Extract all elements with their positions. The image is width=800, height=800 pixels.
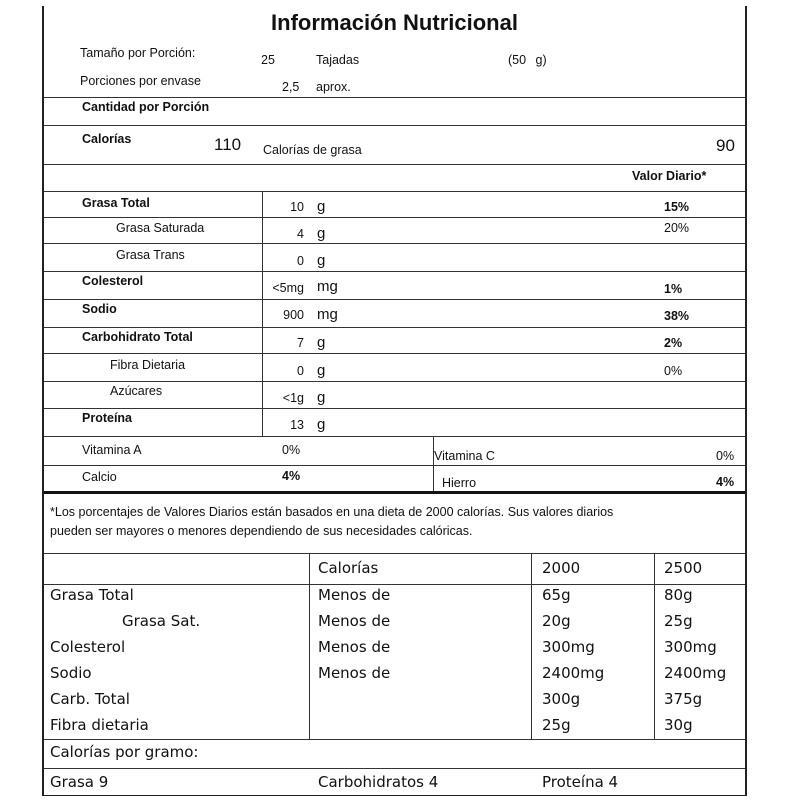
nutrient-amount-dietary-fiber: 0 xyxy=(297,364,304,378)
nutrient-name-trans-fat: Grasa Trans xyxy=(116,248,185,262)
nutrient-amount-total-carbohydrate: 7 xyxy=(297,336,304,350)
nutrient-name-sugars: Azúcares xyxy=(110,384,163,398)
nutrient-name-saturated-fat: Grasa Saturada xyxy=(116,221,205,235)
footnote-line-1: *Los porcentajes de Valores Diarios están basados en una dieta de 2000 calorías. Sus valores diarios xyxy=(50,505,614,519)
nutrient-name-total-fat: Grasa Total xyxy=(82,196,150,210)
calories-fat-value: 90 xyxy=(716,136,735,155)
nutrient-dv-saturated-fat: 20% xyxy=(664,221,690,235)
ref-header-2500: 2500 xyxy=(664,559,703,577)
nutrient-amount-saturated-fat: 4 xyxy=(297,227,304,241)
nutrient-name-dietary-fiber: Fibra Dietaria xyxy=(110,358,186,372)
amount-per-serving: Cantidad por Porción xyxy=(82,100,210,114)
nutrient-unit-total-carbohydrate: g xyxy=(317,334,326,351)
ref-row-2000: 65g xyxy=(542,586,571,604)
nutrient-unit-saturated-fat: g xyxy=(317,225,326,242)
ref-row-2000: 2400mg xyxy=(542,664,605,682)
calories-value: 110 xyxy=(214,135,242,154)
servings-per-container-qty: 2,5 xyxy=(282,80,300,94)
calcium-name: Calcio xyxy=(82,470,117,484)
ref-row-2500: 300mg xyxy=(664,638,717,656)
ref-row-2500: 375g xyxy=(664,690,703,708)
nutrient-amount-total-fat: 10 xyxy=(290,200,304,214)
nutrient-name-sodium: Sodio xyxy=(82,302,117,316)
ref-row-name: Sodio xyxy=(50,664,92,682)
ref-row-2500: 2400mg xyxy=(664,664,727,682)
calories-per-gram-fat: Grasa 9 xyxy=(50,773,109,791)
iron-dv: 4% xyxy=(716,475,735,489)
nutrition-facts-label xyxy=(42,6,747,796)
footnote xyxy=(50,503,740,541)
nutrient-amount-trans-fat: 0 xyxy=(297,254,304,268)
serving-size-unit: Tajadas xyxy=(316,53,360,67)
nutrient-amount-cholesterol: <5mg xyxy=(272,281,304,295)
label-title: Información Nutricional xyxy=(271,10,518,35)
nutrient-amount-sugars: <1g xyxy=(282,391,304,405)
nutrient-name-total-carbohydrate: Carbohidrato Total xyxy=(82,330,193,344)
footnote-line-2: pueden ser mayores o menores dependiendo de sus necesidades calóricas. xyxy=(50,524,473,538)
nutrient-unit-total-fat: g xyxy=(317,198,326,215)
nutrient-unit-protein: g xyxy=(317,416,326,433)
nutrient-name-protein: Proteína xyxy=(82,411,133,425)
ref-row-name: Grasa Sat. xyxy=(122,612,201,630)
ref-header-2000: 2000 xyxy=(542,559,581,577)
daily-value-header: Valor Diario* xyxy=(632,169,707,183)
nutrient-amount-protein: 13 xyxy=(290,418,304,432)
ref-header-calories: Calorías xyxy=(318,559,379,577)
nutrient-unit-trans-fat: g xyxy=(317,252,326,269)
nutrient-unit-dietary-fiber: g xyxy=(317,362,326,379)
ref-row-qualifier: Menos de xyxy=(318,586,391,604)
ref-row-2500: 80g xyxy=(664,586,693,604)
nutrient-unit-sugars: g xyxy=(317,389,326,406)
ref-row-qualifier: Menos de xyxy=(318,638,391,656)
nutrient-dv-dietary-fiber: 0% xyxy=(664,364,683,378)
ref-row-2500: 25g xyxy=(664,612,693,630)
servings-per-container-label: Porciones por envase xyxy=(80,74,201,88)
calcium-dv: 4% xyxy=(282,469,301,483)
serving-size-qty: 25 xyxy=(261,53,275,67)
nutrient-unit-sodium: mg xyxy=(317,306,338,323)
iron-name: Hierro xyxy=(442,476,477,490)
ref-row-name: Grasa Total xyxy=(50,586,134,604)
vitamin-c-dv: 0% xyxy=(716,449,735,463)
nutrient-dv-cholesterol: 1% xyxy=(664,282,683,296)
calories-per-gram-protein: Proteína 4 xyxy=(542,773,619,791)
nutrient-dv-total-fat: 15% xyxy=(664,200,690,214)
nutrient-unit-cholesterol: mg xyxy=(317,278,338,295)
nutrient-dv-total-carbohydrate: 2% xyxy=(664,336,683,350)
ref-row-2500: 30g xyxy=(664,716,693,734)
vitamin-a-name: Vitamina A xyxy=(82,443,142,457)
ref-row-2000: 20g xyxy=(542,612,571,630)
nutrient-dv-sodium: 38% xyxy=(664,309,690,323)
servings-per-container-note: aprox. xyxy=(316,80,351,94)
nutrient-amount-sodium: 900 xyxy=(283,308,304,322)
ref-row-qualifier: Menos de xyxy=(318,664,391,682)
ref-row-name: Colesterol xyxy=(50,638,126,656)
nutrient-name-cholesterol: Colesterol xyxy=(82,274,144,288)
calories-per-gram-carbs: Carbohidratos 4 xyxy=(318,773,439,791)
ref-row-qualifier: Menos de xyxy=(318,612,391,630)
ref-row-name: Fibra dietaria xyxy=(50,716,149,734)
calories-label: Calorías xyxy=(82,132,132,146)
calories-fat-label: Calorías de grasa xyxy=(263,143,362,157)
serving-size-label: Tamaño por Porción: xyxy=(80,46,196,60)
ref-row-2000: 300g xyxy=(542,690,581,708)
calories-per-gram-label: Calorías por gramo: xyxy=(50,743,199,761)
serving-size-weight: (50 g) xyxy=(508,53,547,67)
vitamin-a-dv: 0% xyxy=(282,443,301,457)
ref-row-2000: 25g xyxy=(542,716,571,734)
ref-row-name: Carb. Total xyxy=(50,690,130,708)
vitamin-c-name: Vitamina C xyxy=(434,449,495,463)
ref-row-2000: 300mg xyxy=(542,638,595,656)
